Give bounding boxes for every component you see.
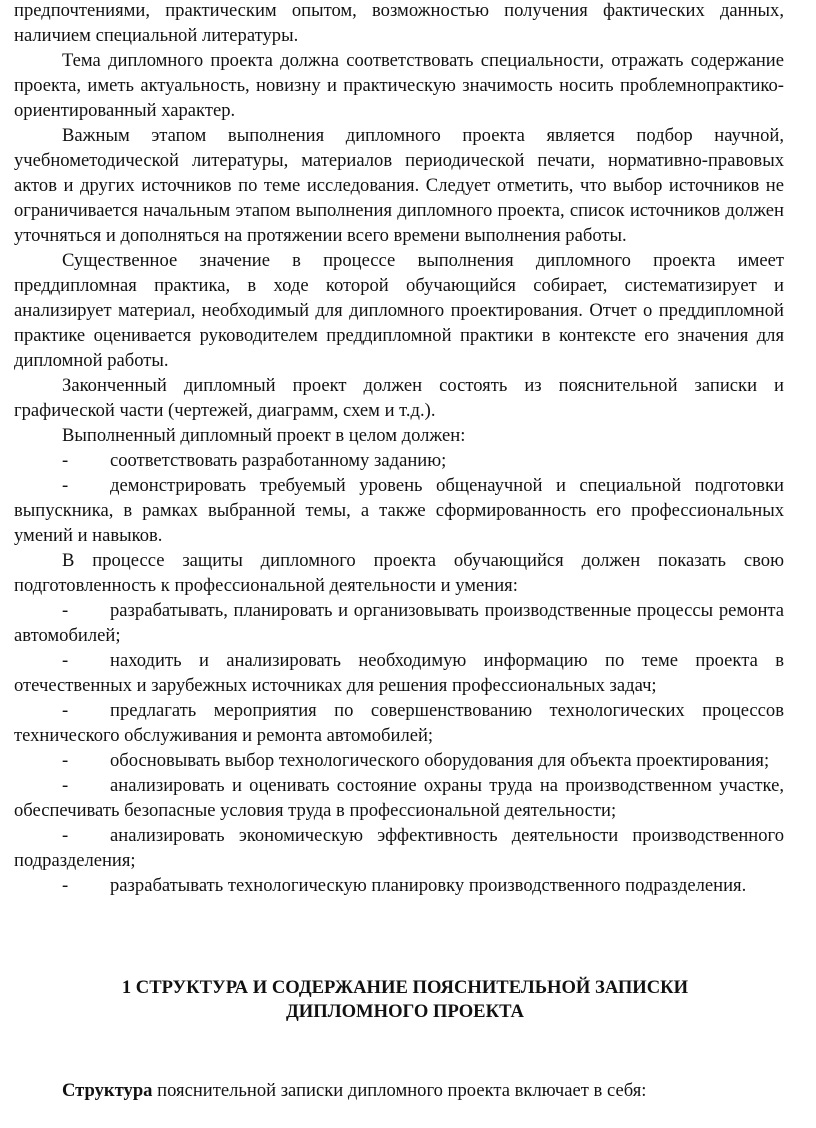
list-item-text: разрабатывать технологическую планировку производственного подразделения. <box>110 875 747 896</box>
paragraph-literature: Важным этапом выполнения дипломного проекта является подбор научной, учебнометодической литературы, материалов периодической печати, нормативно-правовых актов и других источников по теме исследования. Следует отметить, что выбор источников не ограничивается начальным этапом выполнения дипломного проекта, список источников должен уточняться и дополняться на протяжении всего времени выполнения работы. <box>14 125 784 246</box>
dash-marker: - <box>62 775 69 796</box>
list-item-text: находить и анализировать необходимую информацию по теме проекта в отечественных и зарубежных источниках для решения профессиональных задач; <box>14 650 784 696</box>
list-item-text: анализировать и оценивать состояние охраны труда на производственном участке, обеспечивать безопасные условия труда в профессиональной деятельности; <box>14 775 784 821</box>
paragraph-composition: Законченный дипломный проект должен состоять из пояснительной записки и графической части (чертежей, диаграмм, схем и т.д.). <box>14 375 784 421</box>
section-heading <box>14 976 784 1024</box>
list-item-text: предлагать мероприятия по совершенствованию технологических процессов технического обслуживания и ремонта автомобилей; <box>14 700 784 746</box>
list-item <box>14 448 784 473</box>
list-item <box>14 698 784 748</box>
dash-marker: - <box>62 875 69 896</box>
list-item-text: обосновывать выбор технологического оборудования для объекта проектирования; <box>110 750 770 771</box>
list-item-text: демонстрировать требуемый уровень общенаучной и специальной подготовки выпускника, в рамках выбранной темы, а также сформированность его профессиональных умений и навыков. <box>14 475 784 546</box>
paragraph-practice: Существенное значение в процессе выполнения дипломного проекта имеет преддипломная практика, в ходе которой обучающийся собирает, систематизирует и анализирует материал, необходимый для дипломного проектирования. Отчет о преддипломной практике оценивается руководителем преддипломной практики в контексте его значения для дипломной работы. <box>14 250 784 371</box>
paragraph-requirements-intro: Выполненный дипломный проект в целом должен: <box>62 425 466 446</box>
dash-marker: - <box>62 750 69 771</box>
dash-marker: - <box>62 600 69 621</box>
paragraph-structure <box>14 1078 784 1103</box>
section-heading-line-1: 1 СТРУКТУРА И СОДЕРЖАНИЕ ПОЯСНИТЕЛЬНОЙ ЗАПИСКИ <box>121 977 689 998</box>
list-item <box>14 823 784 873</box>
dash-marker: - <box>62 825 69 846</box>
dash-marker: - <box>62 450 69 471</box>
list-item-text: соответствовать разработанному заданию; <box>110 450 447 471</box>
paragraph-continuation: предпочтениями, практическим опытом, возможностью получения фактических данных, наличием специальной литературы. <box>14 0 784 46</box>
list-item <box>14 873 784 898</box>
structure-bold-word: Структура <box>62 1080 153 1101</box>
section-heading-line-2: ДИПЛОМНОГО ПРОЕКТА <box>286 1001 524 1022</box>
list-item-text: анализировать экономическую эффективность деятельности производственного подразделения; <box>14 825 784 871</box>
list-item <box>14 473 784 548</box>
dash-marker: - <box>62 650 69 671</box>
list-item <box>14 648 784 698</box>
dash-marker: - <box>62 475 69 496</box>
list-item <box>14 748 784 773</box>
list-item <box>14 598 784 648</box>
dash-marker: - <box>62 700 69 721</box>
structure-rest: пояснительной записки дипломного проекта включает в себя: <box>152 1080 647 1101</box>
paragraph-topic: Тема дипломного проекта должна соответствовать специальности, отражать содержание проекта, иметь актуальность, новизну и практическую значимость носить проблемнопрактико-ориентированный характер. <box>14 50 784 121</box>
paragraph-defense-intro: В процессе защиты дипломного проекта обучающийся должен показать свою подготовленность к профессиональной деятельности и умения: <box>14 550 784 596</box>
list-item <box>14 773 784 823</box>
list-item-text: разрабатывать, планировать и организовывать производственные процессы ремонта автомобилей; <box>14 600 784 646</box>
